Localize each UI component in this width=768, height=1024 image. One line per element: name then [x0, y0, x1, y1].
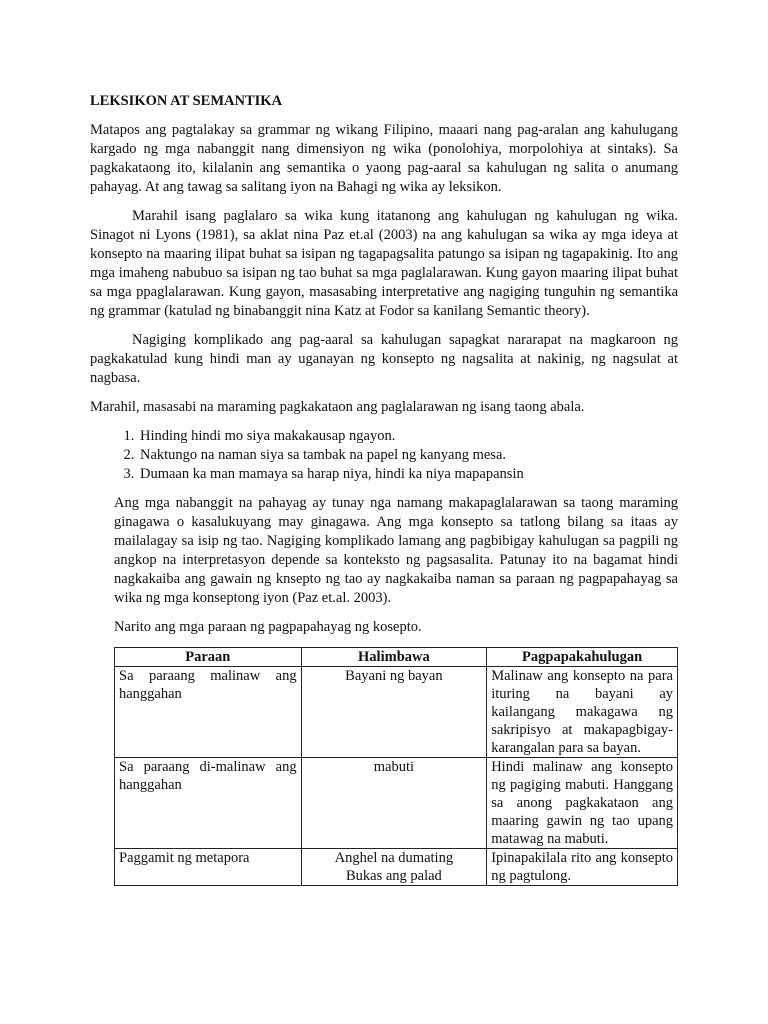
paragraph-marahil: Marahil, masasabi na maraming pagkakataon ang paglalarawan ng isang taong abala.: [90, 399, 585, 415]
paragraph-after-list: Ang mga nabanggit na pahayag ay tunay nga namang makapaglalarawan sa taong maraming ginagawa o kasalukuyang may ginagawa. Ang mga konsepto sa tatlong bilang sa itaas ay mailalagay sa isip ng tao. Nagiging komplikado lamang ang pagbibigay kahulugan sa pagpili ng angkop na interpretasyon depende sa konteksto ng pagsasalita. Patunay ito na bagamat hindi nagkakaiba ang gawain ng knsepto ng tao ay nagkakaiba naman sa paraan ng pagpapahayag sa wika ng mga konseptong iyon (Paz et.al. 2003).: [114, 495, 678, 606]
document-page: [90, 92, 678, 886]
document-title: LEKSIKON AT SEMANTIKA: [90, 93, 283, 109]
table-row: [115, 849, 678, 886]
cell-halimbawa: mabuti: [301, 758, 487, 849]
cell-paraan: Sa paraang di-malinaw ang hanggahan: [115, 758, 302, 849]
table-header-row: [115, 648, 678, 667]
halimbawa-line: Bukas ang palad: [345, 868, 442, 884]
paragraph-komplikado: Nagiging komplikado ang pag-aaral sa kahulugan sapagkat nararapat na magkaroon ng pagkakatulad kung hindi man ay uganayan ng konsepto ng nagsalita at nakinig, ng nagsulat at nagbasa.: [90, 332, 678, 386]
table-intro: Narito ang mga paraan ng pagpapahayag ng kosepto.: [114, 619, 422, 635]
cell-kahulugan: Hindi malinaw ang konsepto ng pagiging mabuti. Hanggang sa anong pagkakataon ang maaring gawin ng tao upang matawag na mabuti.: [487, 758, 678, 849]
header-halimbawa: Halimbawa: [301, 648, 487, 667]
paraan-table: [114, 647, 678, 886]
cell-kahulugan: Malinaw ang konsepto na para ituring na bayani ay kailangang makagawa ng sakripisyo at makapagbigay-karangalan para sa bayan.: [487, 667, 678, 758]
cell-halimbawa: [301, 849, 487, 886]
halimbawa-line: Anghel na dumating: [334, 850, 454, 866]
list-item: 3. Dumaan ka man mamaya sa harap niya, hindi ka niya mapapansin: [138, 465, 678, 484]
example-list: [90, 427, 678, 484]
paragraph-intro: Matapos ang pagtalakay sa grammar ng wikang Filipino, maaari nang pag-aralan ang kahulugang kargado ng mga nabanggit nang dimensiyon ng wika (ponolohiya, morpolohiya at sintaks). Sa pagkakataong ito, kilalanin ang semantika o yaong pag-aaral sa kahulugan ng salita o anumang pahayag. At ang tawag sa salitang iyon na Bahagi ng wika ay leksikon.: [90, 122, 678, 195]
paragraph-lyons: Marahil isang paglalaro sa wika kung itatanong ang kahulugan ng kahulugan ng wika. Sinagot ni Lyons (1981), sa aklat nina Paz et.al (2003) na ang kahulugan sa wika ay mga ideya at konsepto na maaring ilipat buhat sa isipan ng tagapagsalita patungo sa isipan ng tagapakinig. Ito ang mga imaheng nabubuo sa isipan ng tao buhat sa mga paglalarawan. Kung gayon maaring ilipat buhat sa mga ppaglalarawan. Kung gayon, masasabing interpretative ang nagiging tunguhin ng semantika ng grammar (katulad ng binabanggit nina Katz at Fodor sa kanilang Semantic theory).: [90, 208, 678, 319]
table-row: [115, 758, 678, 849]
table-row: [115, 667, 678, 758]
cell-kahulugan: Ipinapakilala rito ang konsepto ng pagtulong.: [487, 849, 678, 886]
header-pagpapakahulugan: Pagpapakahulugan: [487, 648, 678, 667]
cell-halimbawa: Bayani ng bayan: [301, 667, 487, 758]
list-item: 1. Hinding hindi mo siya makakausap ngayon.: [138, 427, 678, 446]
header-paraan: Paraan: [115, 648, 302, 667]
list-item: 2. Naktungo na naman siya sa tambak na papel ng kanyang mesa.: [138, 446, 678, 465]
cell-paraan: Sa paraang malinaw ang hanggahan: [115, 667, 302, 758]
cell-paraan: Paggamit ng metapora: [115, 849, 302, 886]
